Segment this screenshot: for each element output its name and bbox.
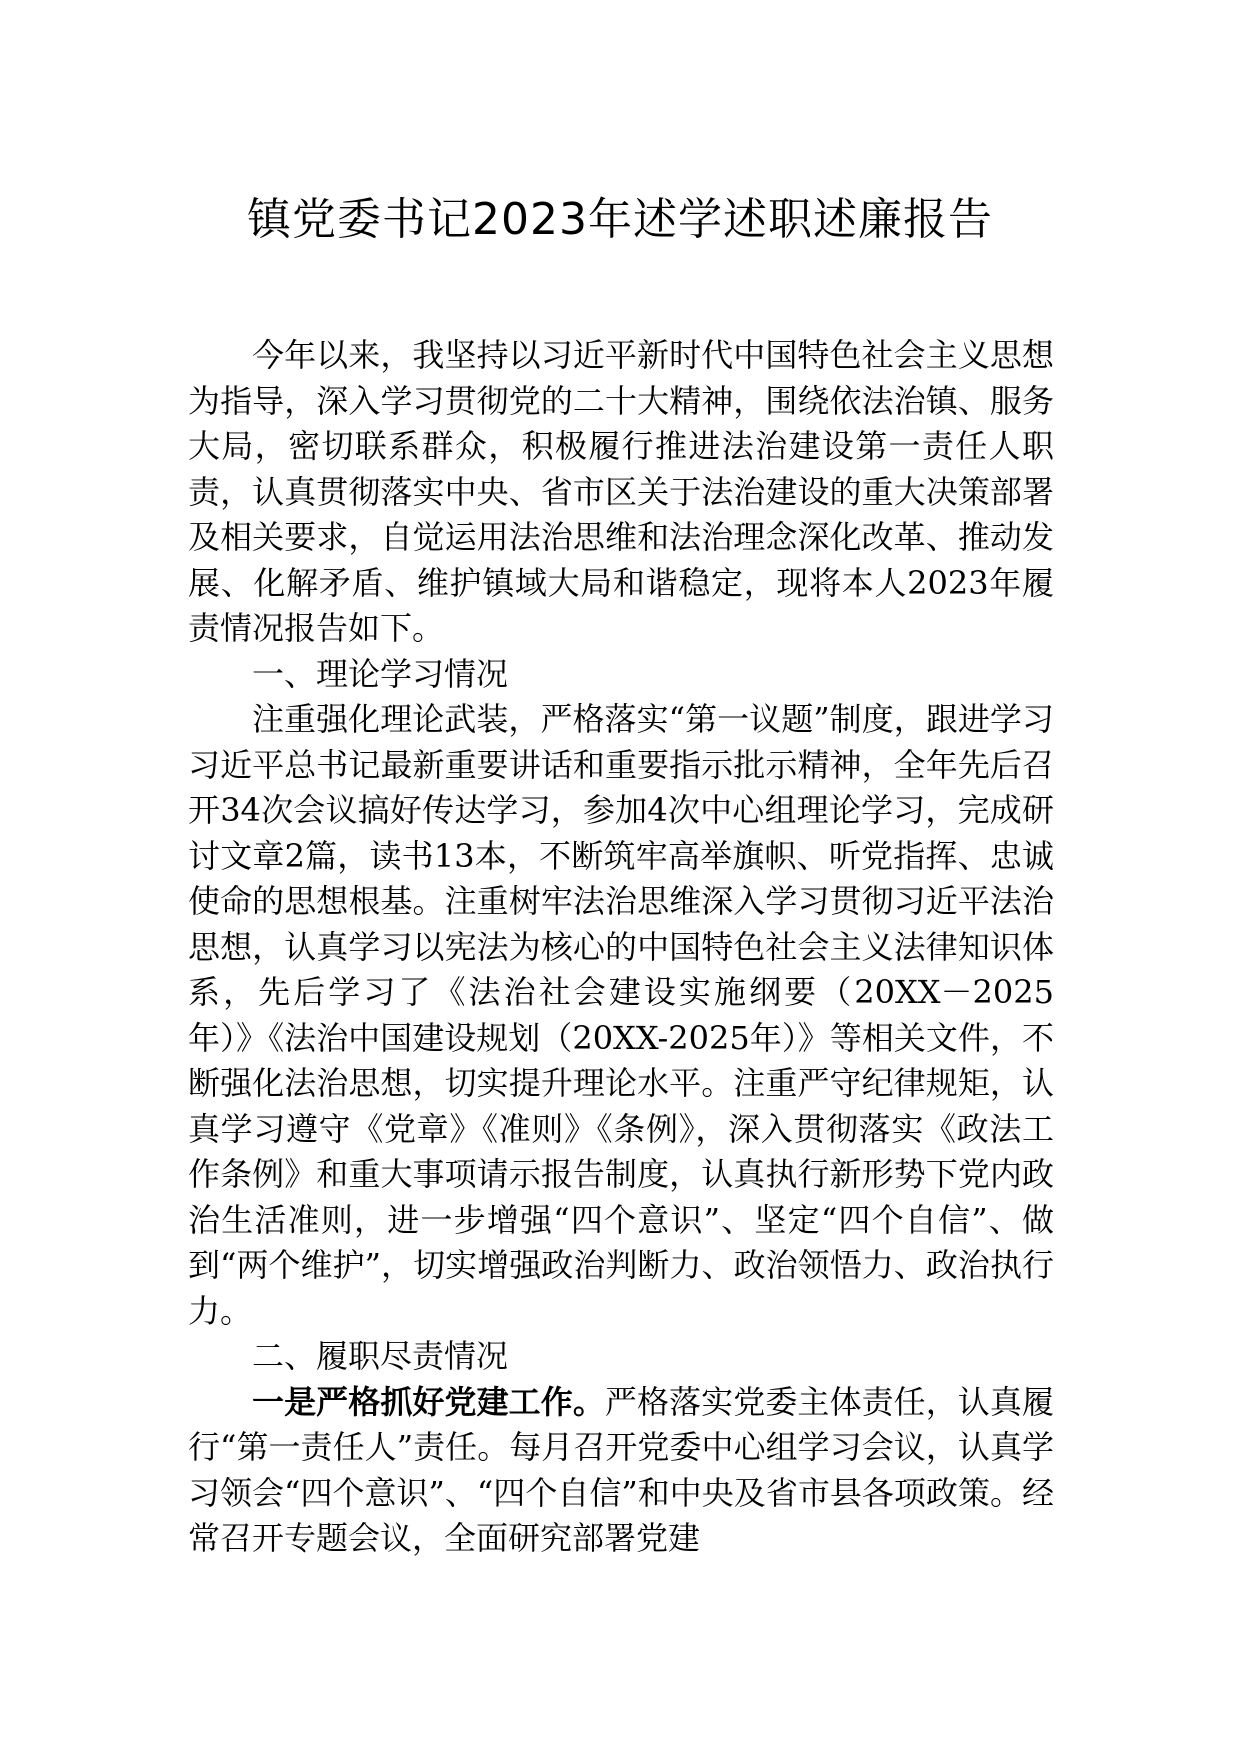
paragraph-body-text: 严格落实党委主体责任，认真履行“第一责任人”责任。每月召开党委中心组学习会议，认真学习领会“四个意识”、“四个自信”和中央及省市县各项政策。经常召开专题会议，全面研究部署党建 (188, 1382, 1054, 1557)
section-heading-theory-study: 一、理论学习情况 (252, 654, 509, 693)
section-paragraph-duty-performance (188, 1380, 1054, 1562)
paragraph-lead-text: 一是严格抓好党建工作。 (252, 1382, 605, 1421)
document-body (188, 333, 1054, 1562)
intro-paragraph: 今年以来，我坚持以习近平新时代中国特色社会主义思想为指导，深入学习贯彻党的二十大精神，围绕依法治镇、服务大局，密切联系群众，积极履行推进法治建设第一责任人职责，认真贯彻落实中央、省市区关于法治建设的重大决策部署及相关要求，自觉运用法治思维和法治理念深化改革、推动发展、化解矛盾、维护镇域大局和谐稳定，现将本人2023年履责情况报告如下。 (188, 336, 1054, 647)
section-paragraph-theory-study: 注重强化理论武装，严格落实“第一议题”制度，跟进学习习近平总书记最新重要讲话和重要指示批示精神，全年先后召开34次会议搞好传达学习，参加4次中心组理论学习，完成研讨文章2篇，读书13本，不断筑牢高举旗帜、听党指挥、忠诚使命的思想根基。注重树牢法治思维深入学习贯彻习近平法治思想，认真学习以宪法为核心的中国特色社会主义法律知识体系，先后学习了《法治社会建设实施纲要（20XX－2025年）》《法治中国建设规划（20XX-2025年）》等相关文件，不断强化法治思想，切实提升理论水平。注重严守纪律规矩，认真学习遵守《党章》《准则》《条例》，深入贯彻落实《政法工作条例》和重大事项请示报告制度，认真执行新形势下党内政治生活准则，进一步增强“四个意识”、坚定“四个自信”、做到“两个维护”，切实增强政治判断力、政治领悟力、政治执行力。 (188, 700, 1054, 1330)
document-title: 镇党委书记2023年述学述职述廉报告 (247, 194, 993, 245)
section-heading-duty-performance: 二、履职尽责情况 (252, 1337, 509, 1375)
